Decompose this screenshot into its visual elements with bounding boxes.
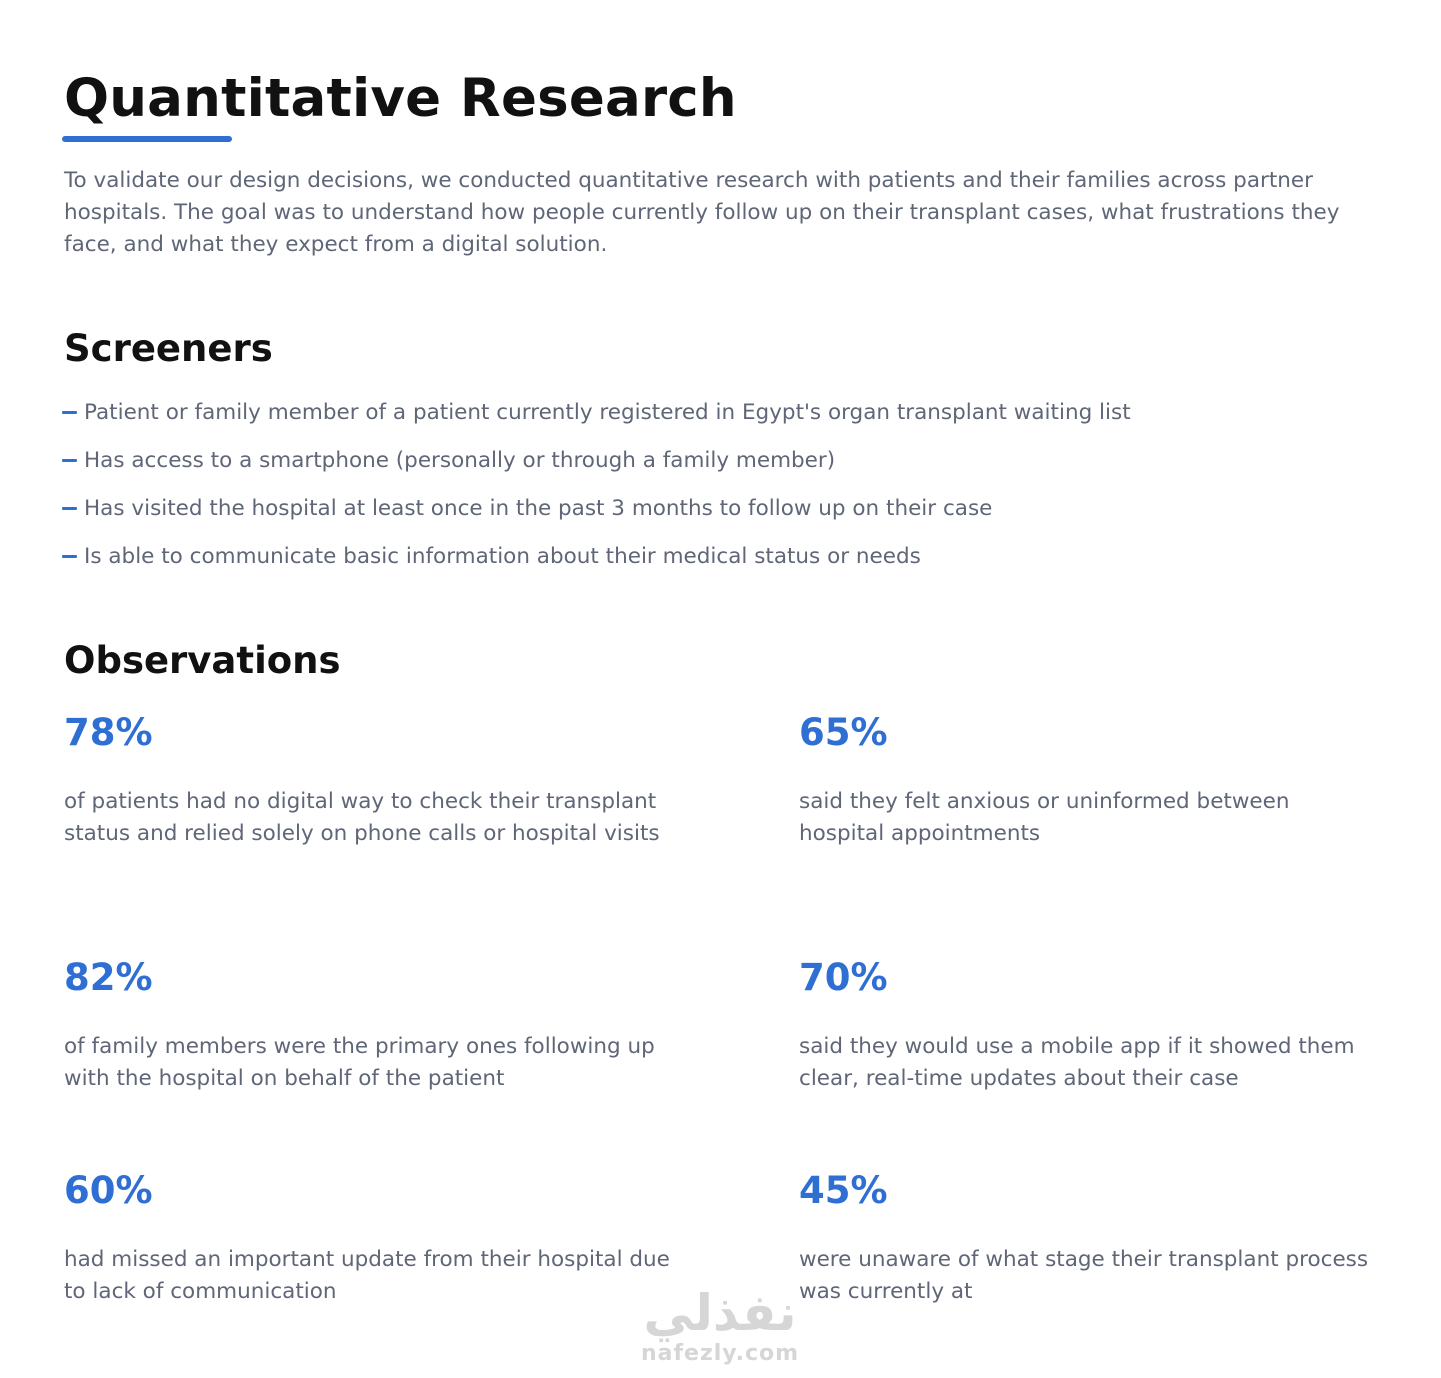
title-underline <box>62 136 232 142</box>
screener-list <box>62 396 1131 588</box>
stat-value: 82% <box>64 956 153 999</box>
observation-stat <box>64 1168 684 1304</box>
stat-description: had missed an important update from their hospital due to lack of communication <box>64 1247 670 1304</box>
stat-value: 45% <box>799 1169 888 1212</box>
stat-description: said they felt anxious or uninformed between hospital appointments <box>799 789 1290 846</box>
stat-value: 60% <box>64 1169 153 1212</box>
page-title: Quantitative Research <box>64 68 737 129</box>
intro-paragraph: To validate our design decisions, we conducted quantitative research with patients and their families across partner hospitals. The goal was to understand how people currently follow up on their transplant cases, what frustrations they face, and what they expect from a digital solution. <box>64 168 1340 257</box>
stat-value: 78% <box>64 711 153 754</box>
stat-description: of patients had no digital way to check their transplant status and relied solely on phone calls or hospital visits <box>64 789 660 846</box>
screener-text: Patient or family member of a patient currently registered in Egypt's organ transplant waiting list <box>84 400 1131 425</box>
observation-stat <box>799 710 1379 846</box>
dash-bullet-icon <box>62 411 77 414</box>
observation-stat <box>799 1168 1379 1304</box>
stat-description: were unaware of what stage their transplant process was currently at <box>799 1247 1369 1304</box>
screener-text: Is able to communicate basic information about their medical status or needs <box>84 544 921 569</box>
dash-bullet-icon <box>62 459 77 462</box>
screeners-heading: Screeners <box>64 327 273 370</box>
observations-heading: Observations <box>64 639 341 682</box>
screener-item <box>62 492 1131 540</box>
watermark-arabic-logo: نفذلي <box>643 1284 797 1342</box>
observation-stat <box>64 955 684 1091</box>
dash-bullet-icon <box>62 555 77 558</box>
watermark-url: nafezly.com <box>640 1341 800 1366</box>
screener-item <box>62 540 1131 588</box>
screener-text: Has visited the hospital at least once in the past 3 months to follow up on their case <box>84 496 993 521</box>
stat-value: 70% <box>799 956 888 999</box>
observation-stat <box>64 710 684 846</box>
nafezly-watermark <box>630 1285 810 1367</box>
stat-description: said they would use a mobile app if it showed them clear, real-time updates about their case <box>799 1034 1355 1091</box>
stat-description: of family members were the primary ones following up with the hospital on behalf of the patient <box>64 1034 655 1091</box>
screener-item <box>62 396 1131 444</box>
stat-value: 65% <box>799 711 888 754</box>
screener-text: Has access to a smartphone (personally or through a family member) <box>84 448 836 473</box>
observation-stat <box>799 955 1379 1091</box>
dash-bullet-icon <box>62 507 77 510</box>
screener-item <box>62 444 1131 492</box>
